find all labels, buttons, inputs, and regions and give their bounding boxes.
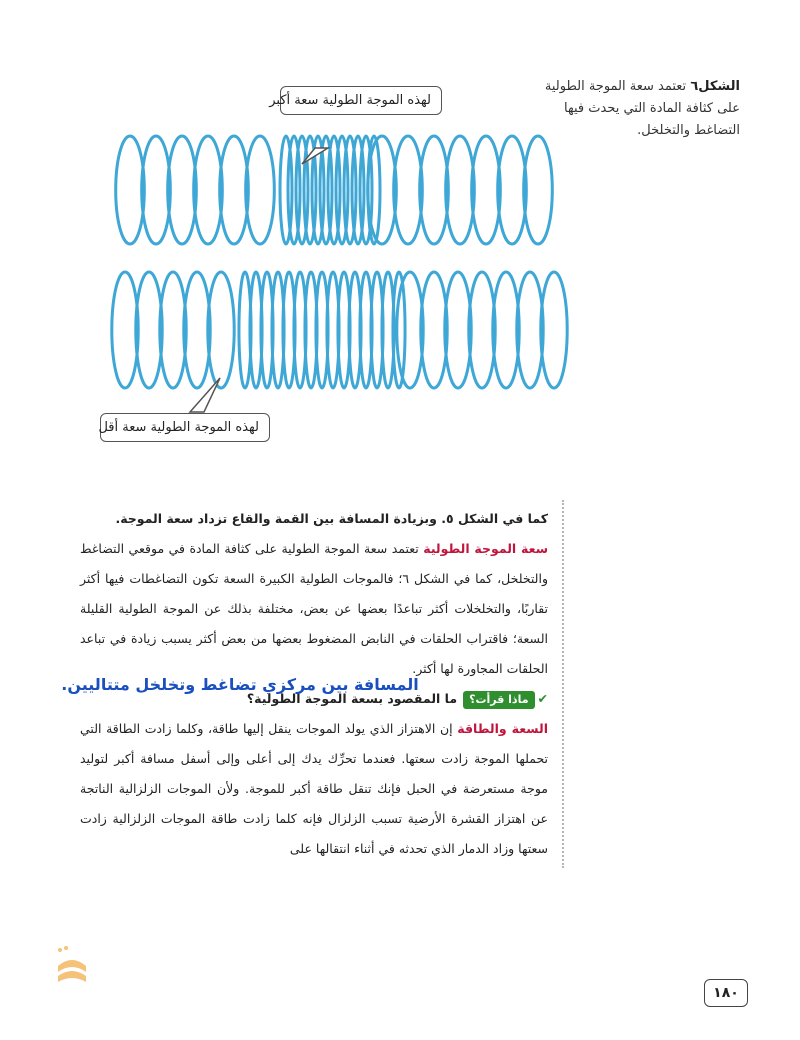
spring-coil — [469, 272, 495, 388]
spring-coil — [112, 272, 138, 388]
paragraph-2-text: إن الاهتزاز الذي يولد الموجات ينقل إليها طاقة، وكلما زادت الطاقة التي تحملها الموجة زادت سعتها. فعندما تحرِّك يدك إلى أعلى وإلى أسفل مسافة أكبر لتوليد موجة مستعرضة في الحبل فإنك تنقل طاقة أكبر للموجة. ولأن الموجات الزلزالية الناتجة عن اهتزاز القشرة الأرضية تسبب الزلزال فإنه كلما زادت طاقة الموجات الزلزالية زادت سعتها وزاد الدمار الذي تحدثه في أثناء انتقالها على — [80, 721, 548, 856]
spring-coil — [421, 272, 447, 388]
spring-coil — [184, 272, 210, 388]
spring-coil — [168, 136, 197, 244]
spring-coil — [517, 272, 543, 388]
page-number: ١٨٠ — [704, 979, 748, 1007]
spring-coil — [445, 272, 471, 388]
spring-coil — [397, 272, 423, 388]
spring-coil — [220, 136, 249, 244]
reading-check-badge: ماذا قرأت؟ — [463, 691, 534, 709]
term-longitudinal-amplitude: سعة الموجة الطولية — [423, 541, 548, 556]
spring-coil — [524, 136, 553, 244]
spring-coil — [541, 272, 567, 388]
paragraph-amplitude-energy — [80, 714, 548, 864]
spring-coil — [472, 136, 501, 244]
spring-coil — [493, 272, 519, 388]
spring-coil — [116, 136, 145, 244]
checkmark-icon: ✔ — [537, 691, 548, 706]
spring-coil — [368, 136, 380, 244]
publisher-logo-icon — [52, 944, 92, 994]
spring-coil — [194, 136, 223, 244]
spring-coil — [420, 136, 449, 244]
spring-coil — [160, 272, 186, 388]
spring-coil — [142, 136, 171, 244]
spring-coil — [136, 272, 162, 388]
body-line-1: كما في الشكل ٥. وبزيادة المسافة بين القمة والقاع تزداد سعة الموجة. — [115, 511, 548, 526]
spring-coil — [446, 136, 475, 244]
figure-caption-text: تعتمد سعة الموجة الطولية على كثافة المادة التي يحدث فيها التضاغط والتخلخل. — [544, 79, 740, 138]
callout-smaller-amplitude: لهذه الموجة الطولية سعة أقل — [100, 413, 270, 442]
springs-illustration — [70, 60, 580, 460]
spring-coil — [498, 136, 527, 244]
spring-coil — [208, 272, 234, 388]
margin-dotted-rule — [562, 500, 564, 868]
reading-check-question: ما المقصود بسعة الموجة الطولية؟ — [246, 691, 458, 706]
answer-overlay: المسافة بين مركزي تضاغط وتخلخل متتاليين. — [61, 675, 419, 694]
spring-coil — [246, 136, 275, 244]
callout-larger-amplitude: لهذه الموجة الطولية سعة أكبر — [280, 86, 442, 115]
paragraph-1-text: تعتمد سعة الموجة الطولية على كثافة المادة في موقعي التضاغط والتخلخل، كما في الشكل ٦؛ فالموجات الطولية الكبيرة السعة تكون التضاغطات فيها أكثر تقاربًا، والتخلخلات أكثر تباعدًا بعضها عن بعض، مختلفة بذلك عن الموجة الطولية القليلة السعة؛ فاقتراب الحلقات في النابض المضغوط بعضها من بعض أكثر يسبب زيادة في تباعد الحلقات المجاورة لها أكثر. — [80, 541, 548, 676]
spring-bottom — [112, 272, 567, 388]
figure-caption — [540, 76, 740, 142]
term-amplitude-energy: السعة والطاقة — [457, 721, 548, 736]
spring-coil — [394, 136, 423, 244]
callout-bottom-pointer — [190, 378, 220, 412]
figure-label: الشكل٦ — [690, 79, 740, 94]
spring-top — [116, 136, 553, 244]
paragraph-amplitude-density — [80, 534, 548, 684]
